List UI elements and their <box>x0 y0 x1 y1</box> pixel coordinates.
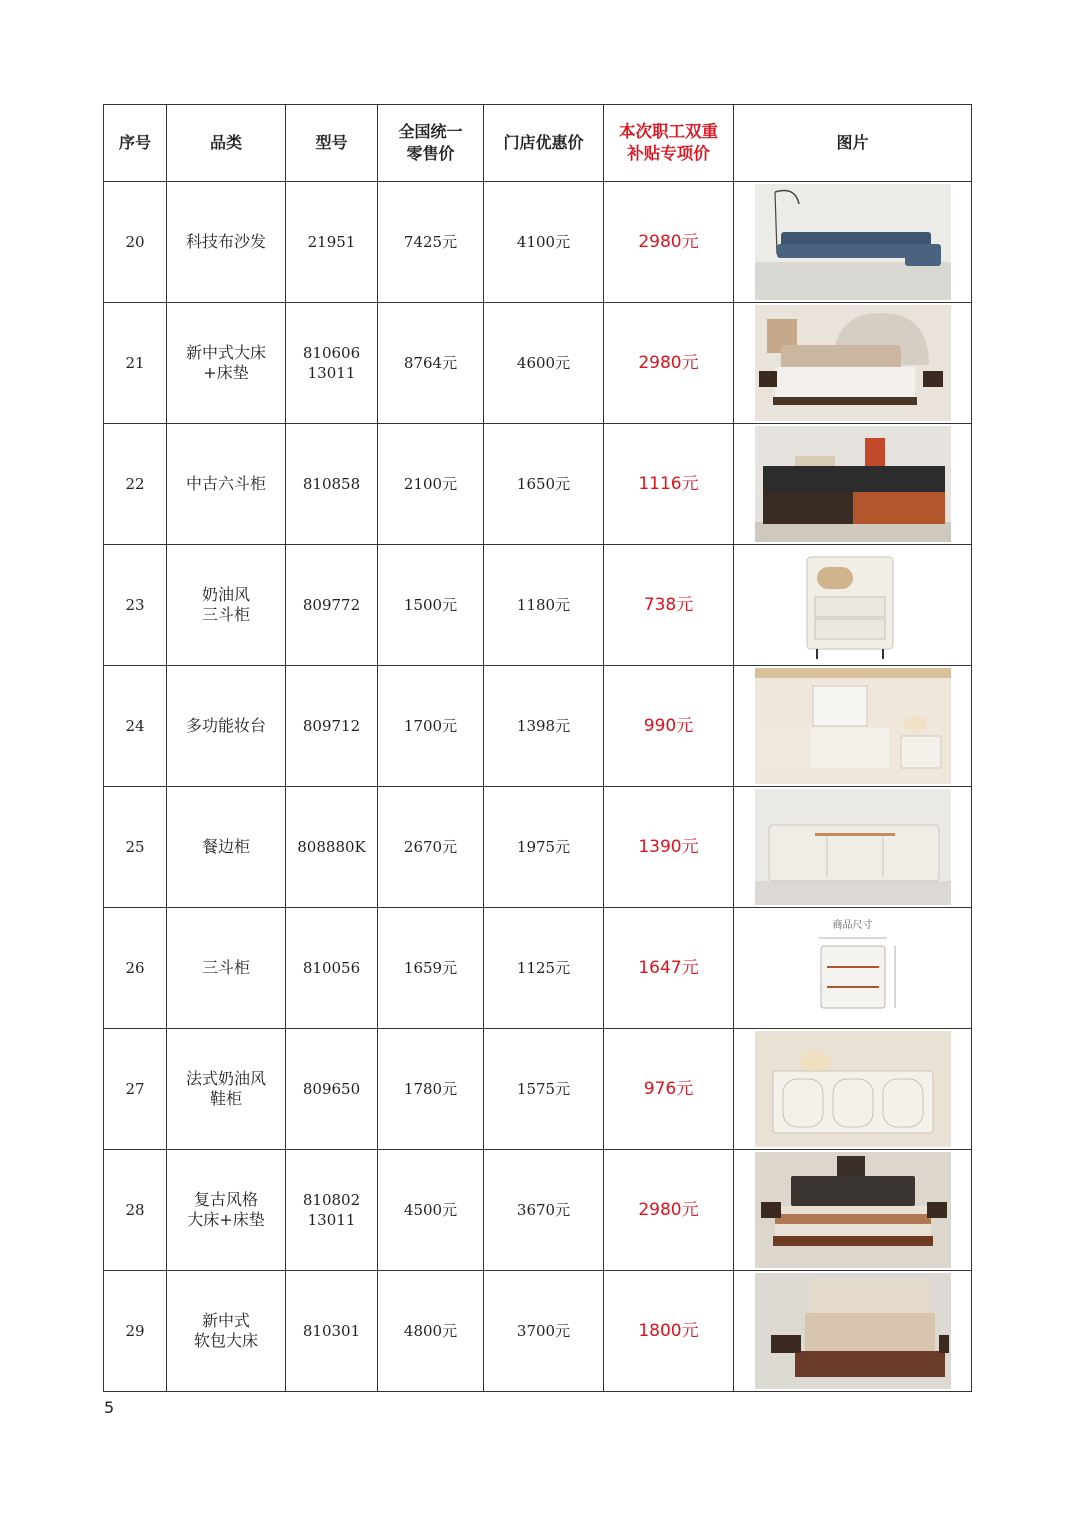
category-line: 鞋柜 <box>209 1089 242 1108</box>
cell-retail-price: 1780元 <box>378 1029 484 1150</box>
cell-seq: 24 <box>104 666 167 787</box>
cell-image <box>734 908 972 1029</box>
cell-image <box>734 1029 972 1150</box>
cell-category <box>167 303 286 424</box>
table-row <box>104 908 972 1029</box>
header-special-line2: 补贴专项价 <box>627 144 710 163</box>
cell-retail-price: 1659元 <box>378 908 484 1029</box>
cell-retail-price: 7425元 <box>378 182 484 303</box>
table-row <box>104 666 972 787</box>
cell-retail-price: 8764元 <box>378 303 484 424</box>
cell-store-price: 4600元 <box>484 303 604 424</box>
table-row <box>104 1029 972 1150</box>
table-row <box>104 787 972 908</box>
cell-category <box>167 182 286 303</box>
cell-seq: 20 <box>104 182 167 303</box>
cell-model <box>286 1029 378 1150</box>
cell-category <box>167 666 286 787</box>
cell-store-price: 1575元 <box>484 1029 604 1150</box>
cell-store-price: 3700元 <box>484 1271 604 1392</box>
cell-retail-price: 1700元 <box>378 666 484 787</box>
cell-category <box>167 787 286 908</box>
category-line: 法式奶油风 <box>185 1069 266 1088</box>
table-row <box>104 424 972 545</box>
cell-special-price: 2980元 <box>604 303 734 424</box>
category-line: 新中式 <box>201 1311 250 1330</box>
cell-retail-price: 1500元 <box>378 545 484 666</box>
bed-photo <box>736 305 969 421</box>
dresser-photo <box>736 426 969 542</box>
category-line: 餐边柜 <box>201 837 250 856</box>
upholstered-bed-photo <box>736 1273 969 1389</box>
header-row <box>104 105 972 182</box>
category-line: 科技布沙发 <box>185 232 266 251</box>
model-line: 13011 <box>307 1211 356 1229</box>
cell-store-price: 1125元 <box>484 908 604 1029</box>
cell-special-price: 1647元 <box>604 908 734 1029</box>
cell-model <box>286 666 378 787</box>
cell-special-price: 1800元 <box>604 1271 734 1392</box>
page-number: 5 <box>104 1398 115 1417</box>
cell-retail-price: 4800元 <box>378 1271 484 1392</box>
cell-model <box>286 1271 378 1392</box>
table-row <box>104 1271 972 1392</box>
cell-category <box>167 908 286 1029</box>
cell-image <box>734 666 972 787</box>
cell-model <box>286 908 378 1029</box>
cabinet-dimension-photo <box>736 910 969 1026</box>
cell-category <box>167 1150 286 1271</box>
category-line: 三斗柜 <box>201 958 250 977</box>
model-line: 21951 <box>307 233 356 251</box>
cell-model <box>286 787 378 908</box>
cell-image <box>734 303 972 424</box>
model-line: 810802 <box>302 1191 361 1209</box>
header-retail-price <box>378 105 484 182</box>
cell-special-price: 2980元 <box>604 182 734 303</box>
table-row <box>104 1150 972 1271</box>
cell-model <box>286 303 378 424</box>
header-model: 型号 <box>286 105 378 182</box>
model-line: 809772 <box>302 596 361 614</box>
cell-category <box>167 545 286 666</box>
cell-retail-price: 4500元 <box>378 1150 484 1271</box>
cell-category <box>167 1271 286 1392</box>
cell-image <box>734 545 972 666</box>
category-line: 奶油风 <box>201 585 250 604</box>
shoe-cabinet-photo <box>736 1031 969 1147</box>
category-line: 中古六斗柜 <box>185 474 266 493</box>
cell-model <box>286 1150 378 1271</box>
category-line: +床垫 <box>203 363 249 382</box>
header-retail-line1: 全国统一 <box>398 122 463 141</box>
header-store-price: 门店优惠价 <box>484 105 604 182</box>
cell-category <box>167 424 286 545</box>
model-line: 810301 <box>302 1322 361 1340</box>
cell-image <box>734 424 972 545</box>
header-special-price <box>604 105 734 182</box>
cell-special-price: 1116元 <box>604 424 734 545</box>
cell-special-price: 2980元 <box>604 1150 734 1271</box>
table-row <box>104 303 972 424</box>
model-line: 810606 <box>302 344 361 362</box>
cell-special-price: 738元 <box>604 545 734 666</box>
cell-retail-price: 2100元 <box>378 424 484 545</box>
model-line: 809712 <box>302 717 361 735</box>
image-caption: 商品尺寸 <box>832 920 873 931</box>
category-line: 三斗柜 <box>201 605 250 624</box>
cell-store-price: 1398元 <box>484 666 604 787</box>
cell-seq: 27 <box>104 1029 167 1150</box>
cell-store-price: 1975元 <box>484 787 604 908</box>
cell-seq: 28 <box>104 1150 167 1271</box>
model-line: 809650 <box>302 1080 361 1098</box>
cell-image <box>734 1150 972 1271</box>
header-special-line1: 本次职工双重 <box>619 122 718 141</box>
sideboard-photo <box>736 789 969 905</box>
cell-model <box>286 182 378 303</box>
cell-image <box>734 182 972 303</box>
cell-seq: 21 <box>104 303 167 424</box>
cell-seq: 25 <box>104 787 167 908</box>
category-line: 复古风格 <box>193 1190 258 1209</box>
sofa-photo <box>736 184 969 300</box>
table-row <box>104 545 972 666</box>
model-line: 810858 <box>302 475 361 493</box>
model-line: 808880K <box>297 838 366 856</box>
header-retail-line2: 零售价 <box>406 144 455 163</box>
cell-retail-price: 2670元 <box>378 787 484 908</box>
retro-bed-photo <box>736 1152 969 1268</box>
nightstand-photo <box>736 547 969 663</box>
model-line: 13011 <box>307 364 356 382</box>
header-seq: 序号 <box>104 105 167 182</box>
cell-special-price: 976元 <box>604 1029 734 1150</box>
category-line: 软包大床 <box>193 1331 258 1350</box>
cell-special-price: 1390元 <box>604 787 734 908</box>
cell-image <box>734 1271 972 1392</box>
cell-seq: 22 <box>104 424 167 545</box>
category-line: 大床+床垫 <box>187 1210 265 1229</box>
model-line: 810056 <box>302 959 361 977</box>
cell-seq: 29 <box>104 1271 167 1392</box>
header-image: 图片 <box>734 105 972 182</box>
cell-store-price: 1180元 <box>484 545 604 666</box>
cell-category <box>167 1029 286 1150</box>
cell-seq: 23 <box>104 545 167 666</box>
cell-image <box>734 787 972 908</box>
cell-model <box>286 424 378 545</box>
cell-store-price: 4100元 <box>484 182 604 303</box>
category-line: 新中式大床 <box>185 343 266 362</box>
cell-seq: 26 <box>104 908 167 1029</box>
price-table <box>103 104 972 1392</box>
cell-store-price: 3670元 <box>484 1150 604 1271</box>
cell-store-price: 1650元 <box>484 424 604 545</box>
vanity-photo <box>736 668 969 784</box>
cell-model <box>286 545 378 666</box>
header-category: 品类 <box>167 105 286 182</box>
cell-special-price: 990元 <box>604 666 734 787</box>
category-line: 多功能妆台 <box>185 716 266 735</box>
table-row <box>104 182 972 303</box>
